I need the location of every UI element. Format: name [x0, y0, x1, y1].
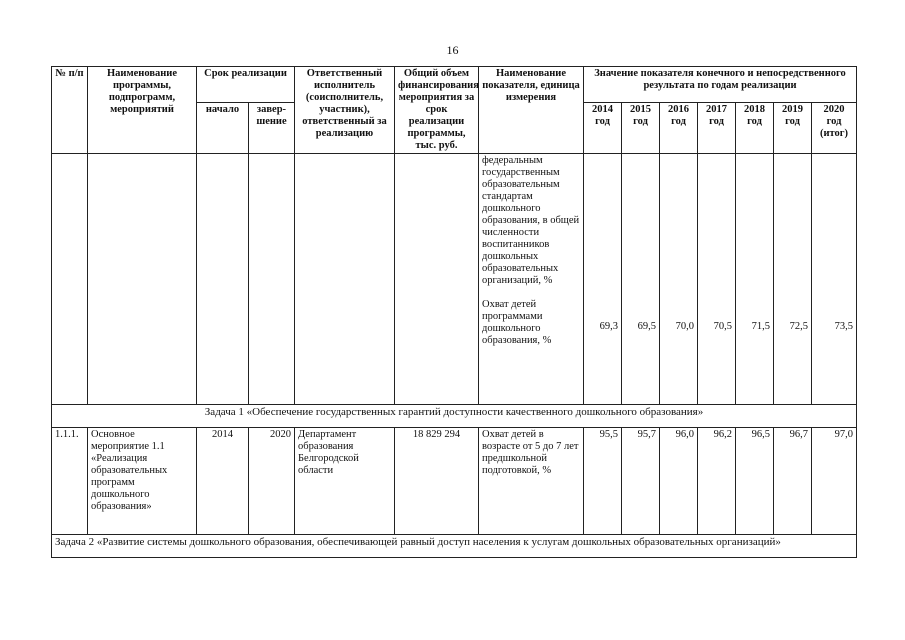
- row-funding: 18 829 294: [395, 428, 479, 535]
- value-cell: 96,2: [698, 428, 736, 535]
- header-start: начало: [197, 102, 249, 153]
- value-text: 71,5: [751, 321, 770, 332]
- task-row: [52, 535, 857, 558]
- header-values-group: Значение показателя конечного и непосредственного результата по годам реализации: [584, 67, 857, 103]
- continuation-row: [52, 154, 857, 405]
- header-funding: Общий объем финансирования мероприятия за срок реализации программы, тыс. руб.: [395, 67, 479, 154]
- header-indicator: Наименование показателя, единица измерения: [479, 67, 584, 154]
- value-text: 70,0: [675, 321, 694, 332]
- value-cell: [622, 154, 660, 405]
- row-end: 2020: [249, 428, 295, 535]
- task-row: [52, 405, 857, 428]
- header-num: № п/п: [52, 67, 88, 154]
- value-cell: 96,5: [736, 428, 774, 535]
- value-cell: [660, 154, 698, 405]
- value-text: 73,5: [834, 321, 854, 332]
- cell-empty: [52, 154, 88, 405]
- cell-empty: [88, 154, 197, 405]
- header-year: 2017 год: [698, 102, 736, 153]
- value-text: 70,5: [713, 321, 732, 332]
- value-cell: 95,5: [584, 428, 622, 535]
- value-cell: [736, 154, 774, 405]
- value-cell: 96,0: [660, 428, 698, 535]
- task-1-title: Задача 1 «Обеспечение государственных гарантий доступности качественного дошкольного образования»: [52, 405, 857, 428]
- value-cell: [698, 154, 736, 405]
- cell-empty: [249, 154, 295, 405]
- header-year: 2015 год: [622, 102, 660, 153]
- header-year: 2014 год: [584, 102, 622, 153]
- header-year: 2016 год: [660, 102, 698, 153]
- value-cell: [774, 154, 812, 405]
- header-year: 2019 год: [774, 102, 812, 153]
- continuation-indicator-cell: [479, 154, 584, 405]
- header-period: Срок реализации: [197, 67, 295, 103]
- header-end: завер-шение: [249, 102, 295, 153]
- task-2-title: Задача 2 «Развитие системы дошкольного образования, обеспечивающей равный доступ населения к услугам дошкольных образовательных организаций»: [52, 535, 857, 558]
- value-cell: 97,0: [812, 428, 857, 535]
- value-cell: [812, 154, 857, 405]
- row-responsible: Департамент образования Белгородской области: [295, 428, 395, 535]
- value-cell: [584, 154, 622, 405]
- cell-empty: [197, 154, 249, 405]
- header-row-1: [52, 67, 857, 103]
- indicator-text: федеральным государственным образовательным стандартам дошкольного образования, в общей численности воспитанников дошкольных образовательных организаций, %: [482, 155, 580, 286]
- row-number: 1.1.1.: [52, 428, 88, 535]
- row-indicator: Охват детей в возрасте от 5 до 7 лет предшкольной подготовкой, %: [479, 428, 584, 535]
- indicator-text: Охват детей программами дошкольного образования, %: [482, 299, 552, 346]
- value-text: 72,5: [789, 321, 808, 332]
- header-year: 2018 год: [736, 102, 774, 153]
- header-year: 2020 год (итог): [812, 102, 857, 153]
- value-cell: 96,7: [774, 428, 812, 535]
- row-name: Основное мероприятие 1.1 «Реализация образовательных программ дошкольного образования»: [88, 428, 197, 535]
- cell-empty: [295, 154, 395, 405]
- value-text: 69,3: [599, 321, 618, 332]
- value-text: 69,5: [637, 321, 656, 332]
- cell-empty: [395, 154, 479, 405]
- value-cell: 95,7: [622, 428, 660, 535]
- table-row: [52, 428, 857, 535]
- header-responsible: Ответственный исполнитель (соисполнитель, участник), ответственный за реализацию: [295, 67, 395, 154]
- page-number: 16: [446, 43, 459, 57]
- header-name: Наименование программы, подпрограмм, мероприятий: [88, 67, 197, 154]
- program-table: [51, 66, 857, 558]
- row-start: 2014: [197, 428, 249, 535]
